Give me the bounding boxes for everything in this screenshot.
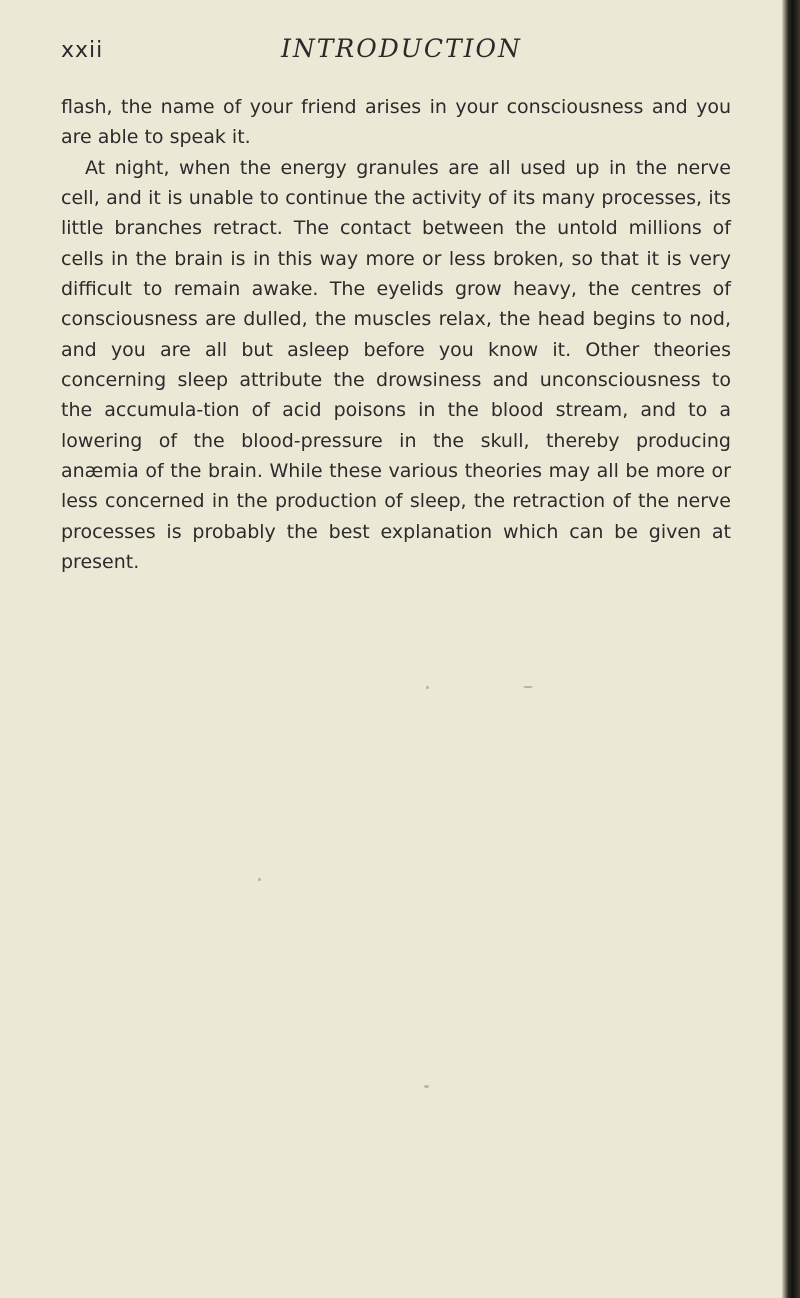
paper-speck [426, 686, 429, 689]
paragraph-continuation: flash, the name of your friend arises in your consciousness and you are able to speak it. [61, 96, 731, 149]
paper-speck [424, 1085, 429, 1088]
paper-speck [523, 686, 533, 688]
running-title: INTRODUCTION [281, 34, 522, 63]
page-number: xxii [61, 38, 104, 63]
paper-speck [258, 878, 261, 881]
page-edge-shadow [782, 0, 800, 1298]
body-text [61, 92, 731, 578]
paragraph-sleep-theory: At night, when the energy granules are all used up in the nerve cell, and it is unable to continue the activity of its many processes, its little branches retract. The contact between the untold millions of cells in the brain is in this way more or less broken, so that it is very difficult to remain awake. The eyelids grow heavy, the centres of consciousness are dulled, the muscles relax, the head begins to nod, and you are all but asleep before you know it. Other theories concerning sleep attribute the drowsiness and unconsciousness to the accumula-tion of acid poisons in the blood stream, and to a lowering of the blood-pressure in the skull, thereby producing anæmia of the brain. While these various theories may all be more or less concerned in the production of sleep, the retraction of the nerve processes is probably the best explanation which can be given at present. [61, 156, 731, 574]
page-header [61, 34, 721, 70]
